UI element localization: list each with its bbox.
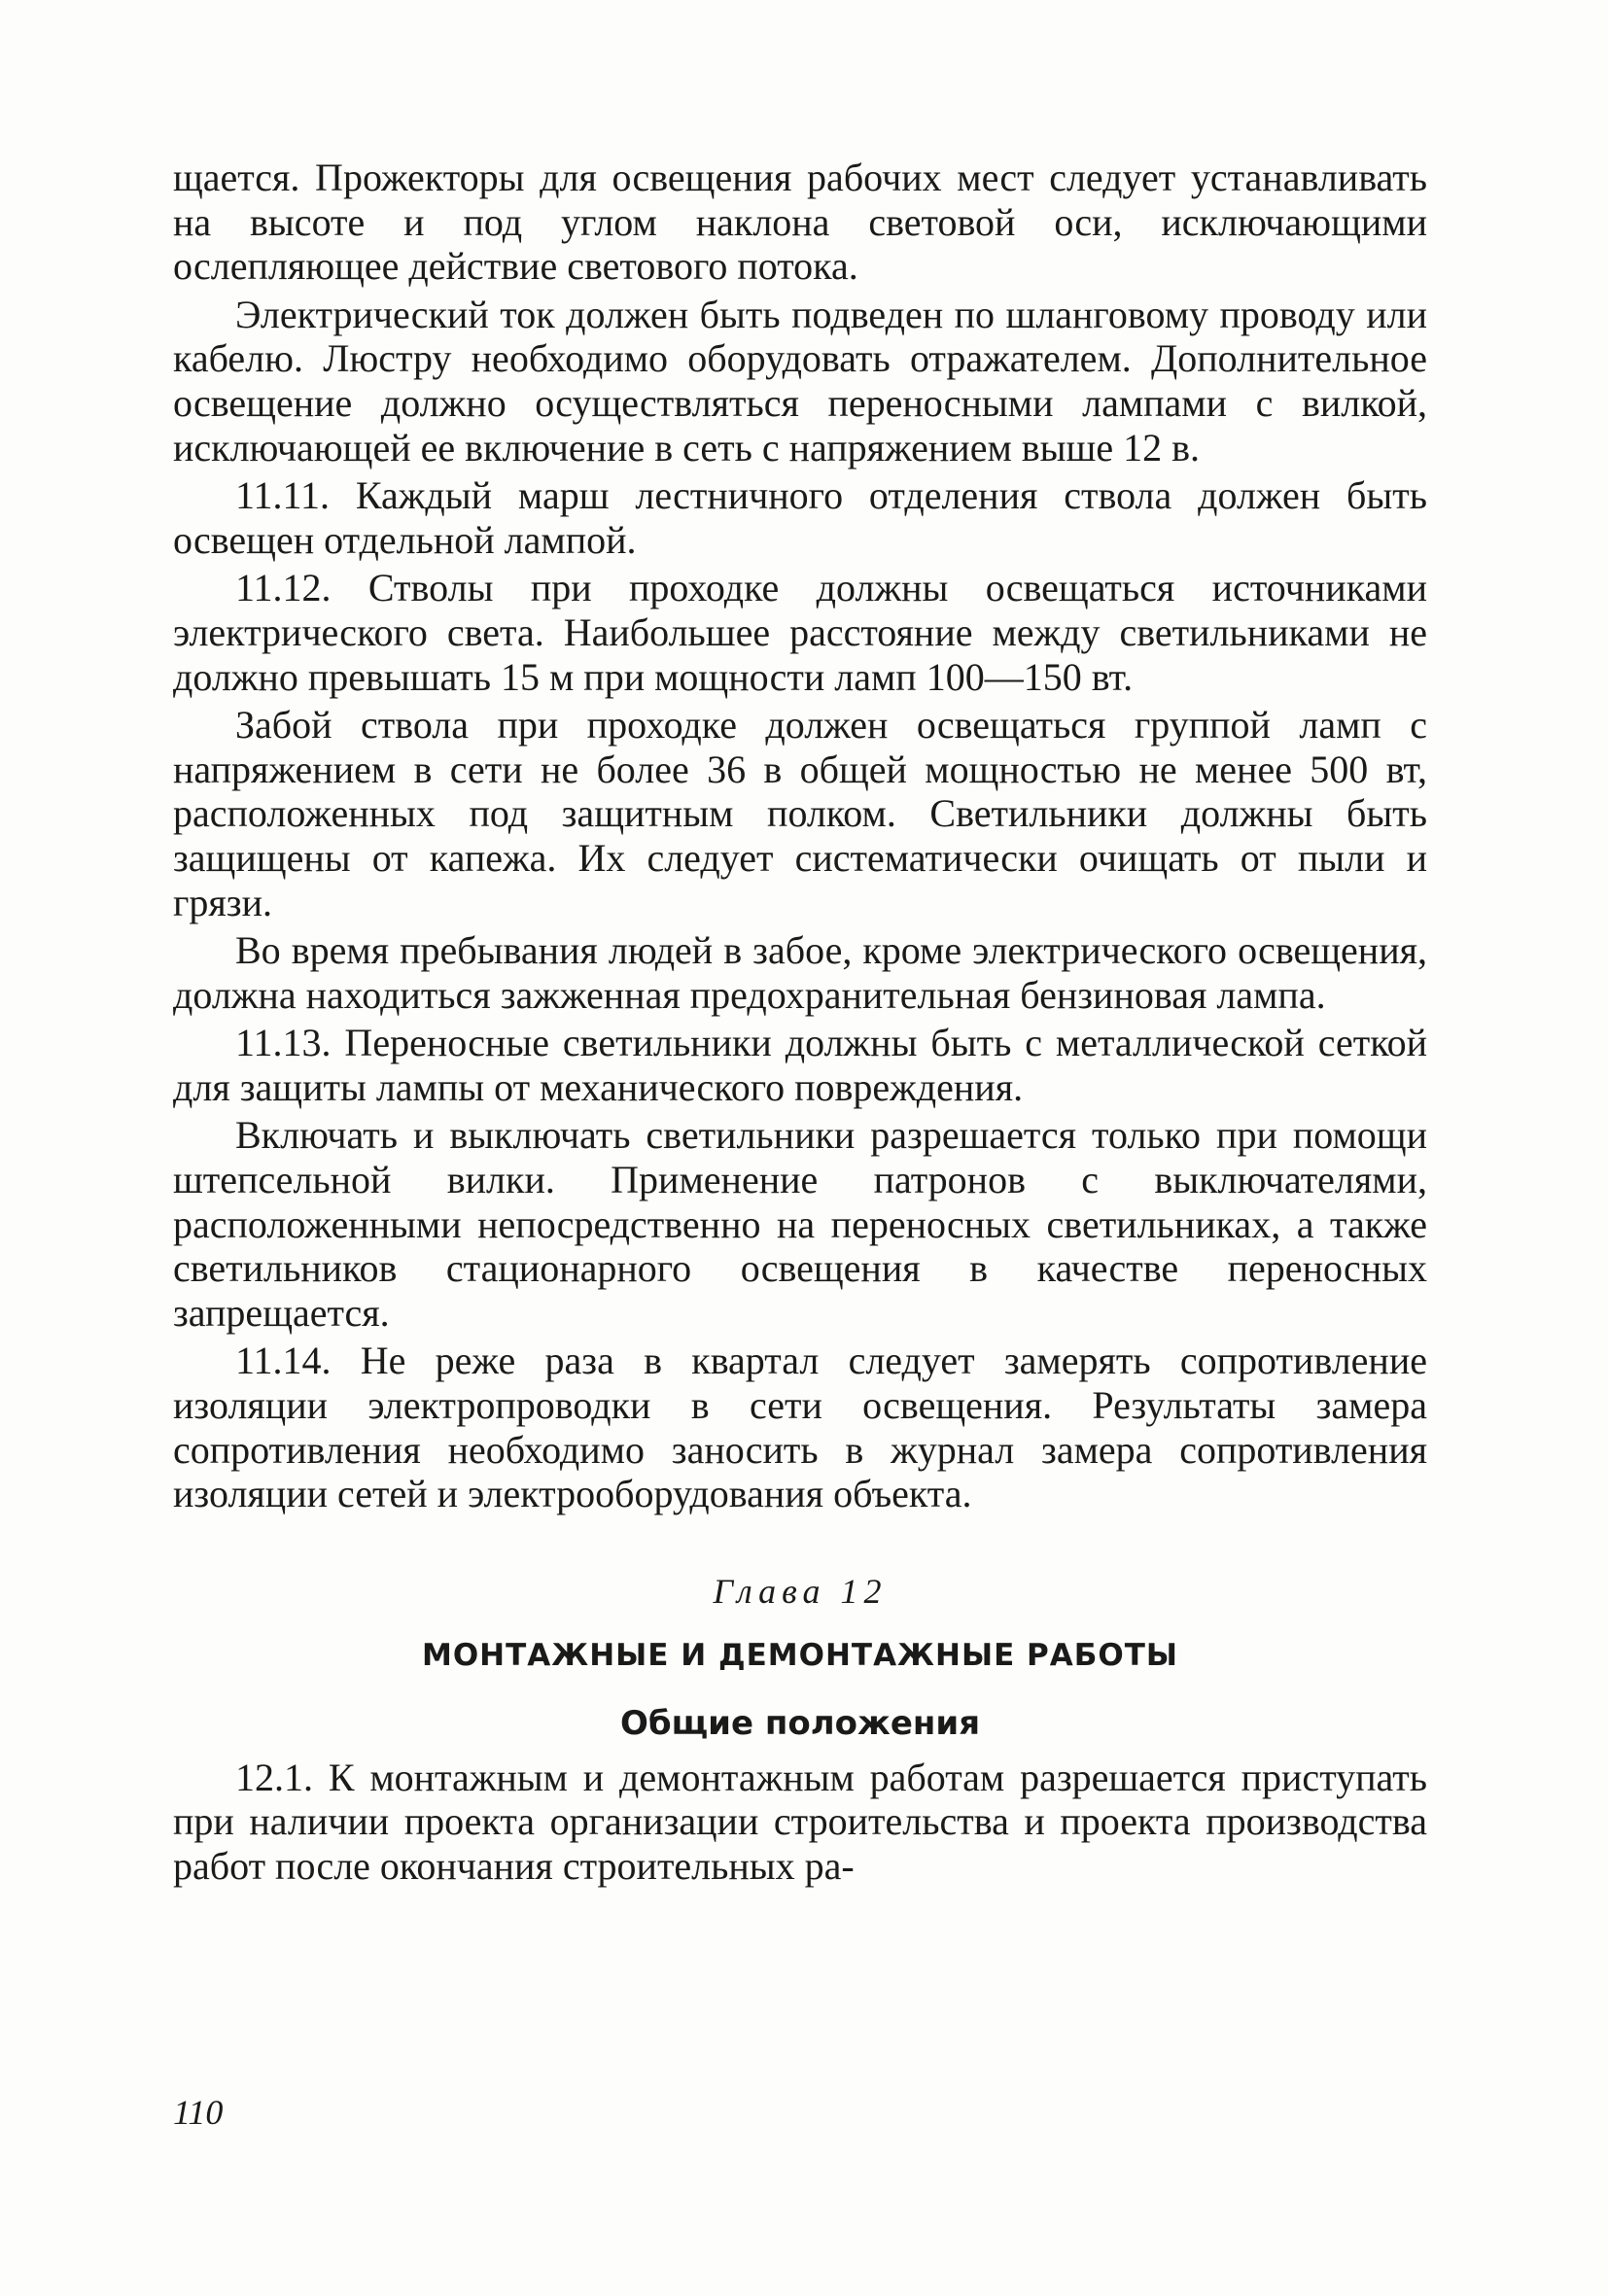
paragraph-electric-current: Электрический ток должен быть подведен по шланговому проводу или кабелю. Люстру необходимо оборудовать отражателем. Дополнительное освещение должно осуществляться переносными лампами с вилкой, исключающей ее включение в сеть с напряжением выше 12 в. <box>173 292 1427 470</box>
paragraph-switching-lamps: Включать и выключать светильники разрешается только при помощи штепсельной вилки. Применение патронов с выключателями, расположенными непосредственно на переносных светильниках, а также светильников стационарного освещения в качестве переносных запрещается. <box>173 1113 1427 1335</box>
page-number: 110 <box>173 2093 224 2132</box>
paragraph-11-13: 11.13. Переносные светильники должны быть с металлической сеткой для защиты лампы от механического повреждения. <box>173 1021 1427 1109</box>
chapter-title: МОНТАЖНЫЕ И ДЕМОНТАЖНЫЕ РАБОТЫ <box>421 1637 1178 1673</box>
page-text <box>173 156 1427 1893</box>
section-title: Общие положения <box>619 1703 981 1743</box>
paragraph-11-12: 11.12. Стволы при проходке должны освещаться источниками электрического света. Наибольшее расстояние между светильниками не должно превышать 15 м при мощности ламп 100—150 вт. <box>173 566 1427 699</box>
paragraph-11-14: 11.14. Не реже раза в квартал следует замерять сопротивление изоляции электропроводки в сети освещения. Результаты замера сопротивления необходимо заносить в журнал замера сопротивления изоляции сетей и электрооборудования объекта. <box>173 1339 1427 1516</box>
paragraph-safety-lamp: Во время пребывания людей в забое, кроме электрического освещения, должна находиться зажженная предохранительная бензиновая лампа. <box>173 928 1427 1017</box>
paragraph-12-1: 12.1. К монтажным и демонтажным работам разрешается приступать при наличии проекта организации строительства и проекта производства работ после окончания строительных ра- <box>173 1755 1427 1888</box>
paragraph-11-11: 11.11. Каждый марш лестничного отделения ствола должен быть освещен отдельной лампой. <box>173 473 1427 562</box>
paragraph-shaft-face-lighting: Забой ствола при проходке должен освещаться группой ламп с напряжением в сети не более 36 в общей мощностью не менее 500 вт, расположенных под защитным полком. Светильники должны быть защищены от капежа. Их следует систематически очищать от пыли и грязи. <box>173 703 1427 924</box>
paragraph-continuation: щается. Прожекторы для освещения рабочих мест следует устанавливать на высоте и под углом наклона световой оси, исключающими ослепляющее действие светового потока. <box>173 156 1427 289</box>
chapter-label: Глава 12 <box>713 1571 888 1611</box>
